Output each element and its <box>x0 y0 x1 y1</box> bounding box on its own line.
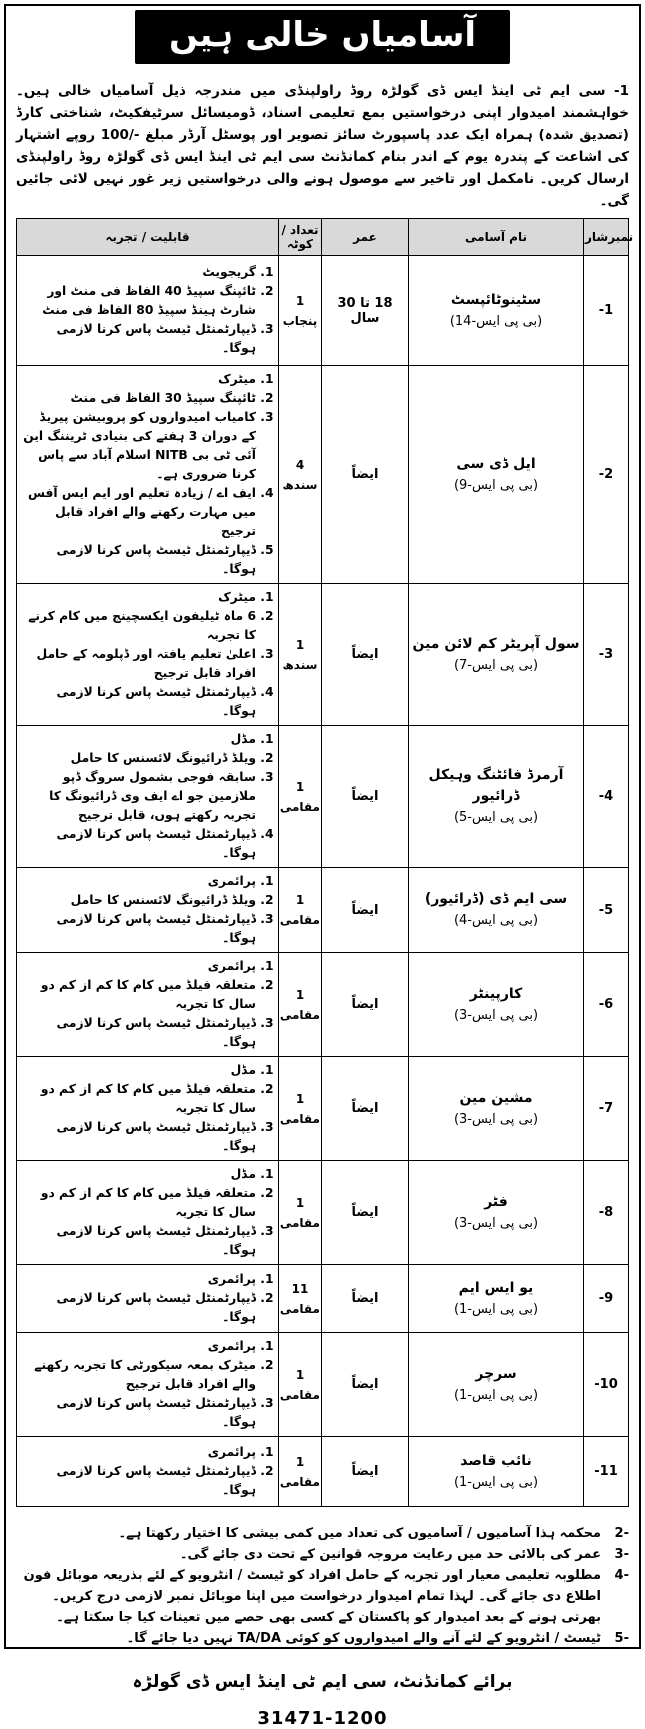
row-age: 18 تا 30 سال <box>322 256 409 366</box>
row-qualification <box>17 1437 279 1507</box>
row-age: ایضاً <box>322 584 409 726</box>
table-header-row <box>17 219 629 256</box>
row-serial: -6 <box>584 953 629 1057</box>
post-name: سرچر <box>475 1365 517 1382</box>
qualification-item: 3. ڈیپارٹمنٹل ٹیسٹ پاس کرنا لازمی ہوگا۔ <box>21 1118 256 1156</box>
post-grade: (بی پی ایس-1) <box>453 1474 539 1490</box>
row-post <box>409 1437 584 1507</box>
advertisement <box>4 4 641 1729</box>
note-item <box>16 1628 629 1649</box>
table-row <box>17 953 629 1057</box>
header-qualification: قابلیت / تجربہ <box>17 219 279 256</box>
qualification-item: 2. ڈیپارٹمنٹل ٹیسٹ پاس کرنا لازمی ہوگا۔ <box>21 1289 256 1327</box>
row-post <box>409 868 584 953</box>
row-qualification <box>17 1265 279 1333</box>
qualification-item: 2. متعلقہ فیلڈ میں کام کا کم از کم دو سال کا تجربہ <box>21 1080 256 1118</box>
header-quota: تعداد / کوٹہ <box>279 219 322 256</box>
intro-paragraph: 1- سی ایم ٹی اینڈ ایس ڈی گولڑہ روڈ راولپنڈی میں مندرجہ ذیل آسامیاں خالی ہیں۔ خواہشمند امیدوار اپنی درخواستیں بمع تعلیمی اسناد، ڈومیسائل سرٹیفکیٹ، شناختی کارڈ (تصدیق شدہ) ہمراہ ایک عدد پاسپورٹ سائز تصویر اور پوسٹل آرڈر مبلغ -/100 روپے اشتہار کی اشاعت کے پندرہ یوم کے اندر بنام کمانڈنٹ سی ایم ٹی اینڈ ایس ڈی گولڑہ روڈ راولپنڈی ارسال کریں۔ نامکمل اور تاخیر سے موصول ہونے والی درخواستیں زیر غور نہیں لائی جائیں گی۔ <box>16 83 629 209</box>
table-row <box>17 1437 629 1507</box>
quota-region: پنجاب <box>282 313 318 328</box>
row-post <box>409 953 584 1057</box>
post-name: کارپینٹر <box>469 985 523 1002</box>
post-name: آرمرڈ فائٹنگ وہیکل ڈرائیور <box>428 767 564 804</box>
row-serial: -2 <box>584 366 629 584</box>
row-quota <box>279 953 322 1057</box>
quota-region: سندھ <box>282 477 318 492</box>
post-grade: (بی پی ایس-9) <box>453 477 539 493</box>
qualification-list <box>21 263 272 358</box>
qualification-item: 2. ٹائپنگ سپیڈ 40 الفاظ فی منٹ اور شارٹ ہینڈ سپیڈ 80 الفاظ فی منٹ <box>21 282 256 320</box>
qualification-item: 3. سابقہ فوجی بشمول سروگ ڈپو ملازمین جو اے ایف وی ڈرائیونگ کا تجربہ رکھتے ہوں، قابل ترجیح <box>21 768 256 825</box>
row-serial: -1 <box>584 256 629 366</box>
row-age: ایضاً <box>322 1437 409 1507</box>
table-row <box>17 366 629 584</box>
note-text: عمر کی بالائی حد میں رعایت مروجہ قوانین کے تحت دی جائے گی۔ <box>179 1547 601 1562</box>
table-row <box>17 584 629 726</box>
quota-region: مقامی <box>279 1007 320 1022</box>
row-quota <box>279 256 322 366</box>
qualification-item: 1. میٹرک <box>21 588 256 607</box>
post-grade: (بی پی ایس-1) <box>453 1387 539 1403</box>
row-quota <box>279 366 322 584</box>
qualification-list <box>21 1061 272 1156</box>
row-age: ایضاً <box>322 868 409 953</box>
post-name: مشین مین <box>459 1089 533 1106</box>
qualification-item: 2. متعلقہ فیلڈ میں کام کا کم از کم دو سال کا تجربہ <box>21 1184 256 1222</box>
table-row <box>17 726 629 868</box>
row-quota <box>279 1333 322 1437</box>
row-post <box>409 1057 584 1161</box>
table-row <box>17 1161 629 1265</box>
qualification-item: 4. ڈیپارٹمنٹل ٹیسٹ پاس کرنا لازمی ہوگا۔ <box>21 825 256 863</box>
row-qualification <box>17 868 279 953</box>
note-text: محکمہ ہذا آسامیوں / آسامیوں کی تعداد میں کمی بیشی کا اختیار رکھتا ہے۔ <box>118 1526 601 1541</box>
row-age: ایضاً <box>322 366 409 584</box>
qualification-list <box>21 957 272 1052</box>
row-post <box>409 1265 584 1333</box>
row-qualification <box>17 1057 279 1161</box>
ad-code: 31471-1200 <box>257 1708 388 1729</box>
row-qualification <box>17 726 279 868</box>
row-serial: -5 <box>584 868 629 953</box>
row-serial: -3 <box>584 584 629 726</box>
row-qualification <box>17 256 279 366</box>
post-grade: (بی پی ایس-3) <box>453 1215 539 1231</box>
qualification-list <box>21 730 272 863</box>
row-post <box>409 366 584 584</box>
row-qualification <box>17 1161 279 1265</box>
qualification-item: 4. ایف اے / زیادہ تعلیم اور ایم ایس آفس میں مہارت رکھنے والے افراد قابل ترجیح <box>21 484 256 541</box>
row-quota <box>279 1437 322 1507</box>
post-grade: (بی پی ایس-7) <box>453 657 539 673</box>
qualification-item: 3. ڈیپارٹمنٹل ٹیسٹ پاس کرنا لازمی ہوگا۔ <box>21 910 256 948</box>
qualification-item: 2. ویلڈ ڈرائیونگ لائسنس کا حامل <box>21 749 256 768</box>
note-item <box>16 1565 629 1628</box>
row-post <box>409 1333 584 1437</box>
title-banner <box>16 6 629 76</box>
page-title: آسامیاں خالی ہیں <box>135 10 510 64</box>
row-quota <box>279 1057 322 1161</box>
qualification-item: 3. ڈیپارٹمنٹل ٹیسٹ پاس کرنا لازمی ہوگا۔ <box>21 1222 256 1260</box>
quota-region: مقامی <box>279 1301 320 1316</box>
row-quota <box>279 726 322 868</box>
vacancy-count: 1 <box>295 893 305 907</box>
row-age: ایضاً <box>322 1265 409 1333</box>
row-quota <box>279 1161 322 1265</box>
note-text: ٹیسٹ / انٹرویو کے لئے آنے والے امیدواروں کو کوئی TA/DA نہیں دیا جائے گا۔ <box>126 1631 601 1646</box>
quota-region: مقامی <box>279 799 320 814</box>
qualification-item: 3. اعلیٰ تعلیم یافتہ اور ڈپلومہ کے حامل افراد قابل ترجیح <box>21 645 256 683</box>
post-grade: (بی پی ایس-1) <box>453 1301 539 1317</box>
post-name: نائب قاصد <box>460 1452 532 1469</box>
row-quota <box>279 868 322 953</box>
row-quota <box>279 1265 322 1333</box>
qualification-item: 2. متعلقہ فیلڈ میں کام کا کم از کم دو سال کا تجربہ <box>21 976 256 1014</box>
table-row <box>17 1057 629 1161</box>
post-name: فٹر <box>484 1193 508 1210</box>
header-post: نام آسامی <box>409 219 584 256</box>
qualification-list <box>21 370 272 579</box>
post-name: سی ایم ڈی (ڈرائیور) <box>424 891 568 907</box>
qualification-item: 1. پرائمری <box>21 957 256 976</box>
post-grade: (بی پی ایس-3) <box>453 1111 539 1127</box>
header-serial: نمبرشار <box>584 219 629 256</box>
qualification-list <box>21 1270 272 1327</box>
note-number: -4 <box>614 1568 629 1583</box>
note-number: -5 <box>614 1631 629 1646</box>
vacancy-count: 1 <box>295 1454 305 1469</box>
qualification-item: 2. ٹائپنگ سپیڈ 30 الفاظ فی منٹ <box>21 389 256 408</box>
post-grade: (بی پی ایس-5) <box>453 810 539 825</box>
qualification-item: 2. ڈیپارٹمنٹل ٹیسٹ پاس کرنا لازمی ہوگا۔ <box>21 1462 256 1500</box>
vacancy-count: 11 <box>291 1281 309 1296</box>
vacancy-table <box>16 218 634 1507</box>
qualification-item: 1. پرائمری <box>21 1270 256 1289</box>
row-age: ایضاً <box>322 953 409 1057</box>
row-age: ایضاً <box>322 1057 409 1161</box>
qualification-item: 1. پرائمری <box>21 872 256 891</box>
qualification-item: 1. گریجویٹ <box>21 263 256 282</box>
qualification-item: 1. مڈل <box>21 1165 256 1184</box>
row-post <box>409 726 584 868</box>
note-item <box>16 1523 629 1544</box>
vacancy-count: 1 <box>295 1195 305 1210</box>
row-serial: -8 <box>584 1161 629 1265</box>
quota-region: مقامی <box>279 1474 320 1489</box>
qualification-item: 3. ڈیپارٹمنٹل ٹیسٹ پاس کرنا لازمی ہوگا۔ <box>21 1394 256 1432</box>
post-name: یو ایس ایم <box>458 1279 534 1296</box>
row-serial: -11 <box>584 1437 629 1507</box>
signature: برائے کمانڈنٹ، سی ایم ٹی اینڈ ایس ڈی گولڑہ <box>132 1672 513 1692</box>
row-serial: -10 <box>584 1333 629 1437</box>
qualification-item: 5. ڈیپارٹمنٹل ٹیسٹ پاس کرنا لازمی ہوگا۔ <box>21 541 256 579</box>
notes-list <box>16 1523 629 1649</box>
row-qualification <box>17 1333 279 1437</box>
qualification-item: 1. مڈل <box>21 730 256 749</box>
quota-region: سندھ <box>282 657 318 672</box>
row-qualification <box>17 366 279 584</box>
table-row <box>17 868 629 953</box>
vacancy-count: 1 <box>295 1367 305 1382</box>
qualification-list <box>21 1337 272 1432</box>
row-qualification <box>17 953 279 1057</box>
table-row <box>17 1265 629 1333</box>
note-text: مطلوبہ تعلیمی معیار اور تجربہ کے حامل افراد کو ٹیسٹ / انٹرویو کے لئے بذریعہ موبائل فون اطلاع دی جائے گی۔ لہذا تمام امیدوار درخواست میں اپنا موبائل نمبر لازمی درج کریں۔ بھرتی ہونے کے بعد امیدوار کو پاکستان کے کسی بھی حصے میں تعینات کیا جا سکتا ہے۔ <box>23 1568 601 1625</box>
note-number: -3 <box>614 1547 629 1562</box>
qualification-item: 1. مڈل <box>21 1061 256 1080</box>
post-name: سٹینوٹائپسٹ <box>450 291 542 308</box>
qualification-item: 2. ویلڈ ڈرائیونگ لائسنس کا حامل <box>21 891 256 910</box>
row-age: ایضاً <box>322 726 409 868</box>
qualification-item: 2. میٹرک بمعہ سیکورٹی کا تجربہ رکھنے والے افراد قابل ترجیح <box>21 1356 256 1394</box>
qualification-item: 3. ڈیپارٹمنٹل ٹیسٹ پاس کرنا لازمی ہوگا۔ <box>21 1014 256 1052</box>
table-row <box>17 1333 629 1437</box>
vacancy-count: 1 <box>295 779 305 794</box>
vacancy-count: 1 <box>295 637 305 652</box>
qualification-list <box>21 1165 272 1260</box>
vacancy-count: 1 <box>295 1091 305 1106</box>
qualification-item: 2. 6 ماہ ٹیلیفون ایکسچینج میں کام کرنے کا تجربہ <box>21 607 256 645</box>
quota-region: مقامی <box>279 1387 320 1402</box>
qualification-item: 1. پرائمری <box>21 1443 256 1462</box>
quota-region: مقامی <box>279 1111 320 1126</box>
row-serial: -4 <box>584 726 629 868</box>
qualification-item: 3. کامیاب امیدواروں کو پروبیشن پیریڈ کے دوران 3 ہفتے کی بنیادی ٹریننگ این آئی ٹی بی NITB اسلام آباد سے پاس کرنا ضروری ہے۔ <box>21 408 256 484</box>
row-post <box>409 1161 584 1265</box>
vacancy-count: 4 <box>295 457 305 472</box>
note-item <box>16 1544 629 1565</box>
post-name: ایل ڈی سی <box>456 455 536 472</box>
quota-region: مقامی <box>279 913 320 927</box>
qualification-item: 1. پرائمری <box>21 1337 256 1356</box>
row-qualification <box>17 584 279 726</box>
post-name: سول آپریٹر کم لائن مین <box>412 635 580 652</box>
vacancy-count: 1 <box>295 987 305 1002</box>
row-post <box>409 584 584 726</box>
note-number: -2 <box>614 1526 629 1541</box>
header-age: عمر <box>322 219 409 256</box>
table-row <box>17 256 629 366</box>
row-quota <box>279 584 322 726</box>
row-post <box>409 256 584 366</box>
qualification-item: 1. میٹرک <box>21 370 256 389</box>
table-body <box>17 256 629 1507</box>
qualification-list <box>21 588 272 721</box>
qualification-list <box>21 1443 272 1500</box>
quota-region: مقامی <box>279 1215 320 1230</box>
row-age: ایضاً <box>322 1161 409 1265</box>
row-serial: -7 <box>584 1057 629 1161</box>
qualification-item: 4. ڈیپارٹمنٹل ٹیسٹ پاس کرنا لازمی ہوگا۔ <box>21 683 256 721</box>
row-serial: -9 <box>584 1265 629 1333</box>
qualification-list <box>21 872 272 948</box>
qualification-item: 3. ڈیپارٹمنٹل ٹیسٹ پاس کرنا لازمی ہوگا۔ <box>21 320 256 358</box>
post-grade: (بی پی ایس-3) <box>453 1007 539 1023</box>
vacancy-count: 1 <box>295 293 305 308</box>
post-grade: (بی پی ایس-4) <box>453 913 539 928</box>
post-grade: (بی پی ایس-14) <box>449 313 543 329</box>
row-age: ایضاً <box>322 1333 409 1437</box>
